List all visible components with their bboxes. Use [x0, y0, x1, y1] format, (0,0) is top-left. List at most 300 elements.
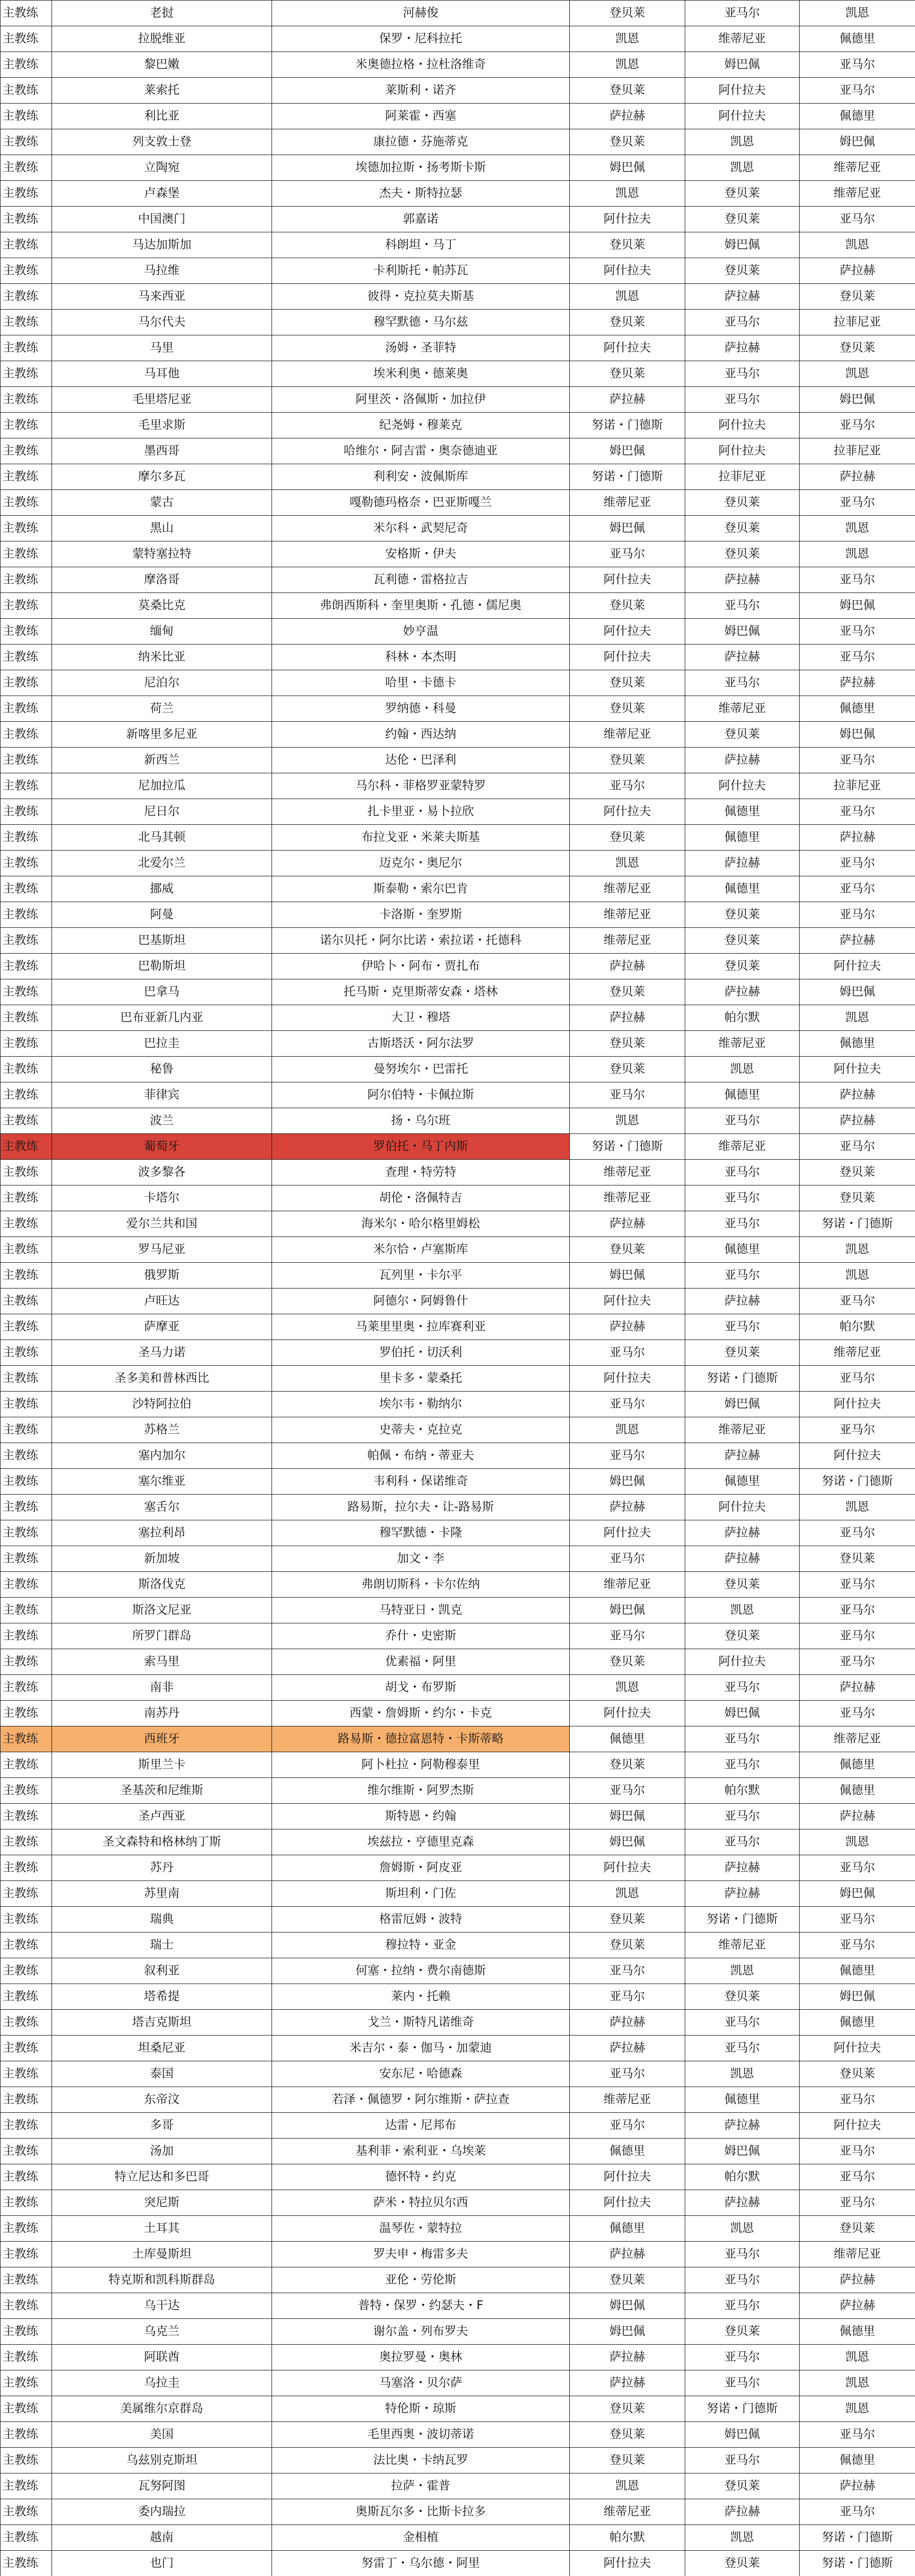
second-choice-cell: 凯恩 — [685, 1598, 800, 1623]
first-choice-cell: 凯恩 — [570, 1675, 685, 1701]
second-choice-cell: 亚马尔 — [685, 1726, 800, 1752]
second-choice-cell: 萨拉赫 — [685, 2499, 800, 2525]
second-choice-cell: 帕尔默 — [685, 2164, 800, 2190]
coach-cell: 维尔维斯・阿罗杰斯 — [272, 1778, 570, 1804]
first-choice-cell: 萨拉赫 — [570, 2010, 685, 2036]
country-cell: 墨西哥 — [52, 438, 272, 464]
role-cell: 主教练 — [1, 516, 52, 541]
table-row — [1, 722, 915, 748]
country-cell: 巴基斯坦 — [52, 928, 272, 954]
coach-cell: 汤姆・圣菲特 — [272, 335, 570, 361]
second-choice-cell: 登贝莱 — [685, 2551, 800, 2576]
country-cell: 蒙古 — [52, 490, 272, 516]
second-choice-cell: 帕尔默 — [685, 1005, 800, 1031]
country-cell: 俄罗斯 — [52, 1263, 272, 1289]
coach-cell: 奥斯瓦尔多・比斯卡拉多 — [272, 2499, 570, 2525]
first-choice-cell: 维蒂尼亚 — [570, 876, 685, 902]
second-choice-cell: 登贝莱 — [685, 1623, 800, 1649]
role-cell: 主教练 — [1, 1984, 52, 2010]
table-row — [1, 258, 915, 284]
third-choice-cell: 阿什拉夫 — [800, 1057, 915, 1082]
third-choice-cell: 登贝莱 — [800, 335, 915, 361]
first-choice-cell: 亚马尔 — [570, 1443, 685, 1469]
role-cell: 主教练 — [1, 1649, 52, 1675]
role-cell: 主教练 — [1, 722, 52, 748]
role-cell: 主教练 — [1, 1726, 52, 1752]
table-row — [1, 1185, 915, 1211]
country-cell: 沙特阿拉伯 — [52, 1392, 272, 1417]
country-cell: 苏丹 — [52, 1855, 272, 1881]
coach-cell: 科朗坦・马丁 — [272, 232, 570, 258]
table-row — [1, 1392, 915, 1417]
first-choice-cell: 维蒂尼亚 — [570, 1160, 685, 1185]
first-choice-cell: 凯恩 — [570, 52, 685, 78]
coach-cell: 阿尔伯特・卡佩拉斯 — [272, 1082, 570, 1108]
country-cell: 马耳他 — [52, 361, 272, 387]
first-choice-cell: 登贝莱 — [570, 1057, 685, 1082]
coach-cell: 郭嘉诺 — [272, 207, 570, 232]
third-choice-cell: 萨拉赫 — [800, 464, 915, 490]
role-cell: 主教练 — [1, 1907, 52, 1933]
coach-cell: 詹姆斯・阿皮亚 — [272, 1855, 570, 1881]
first-choice-cell: 维蒂尼亚 — [570, 928, 685, 954]
table-row — [1, 2267, 915, 2293]
country-cell: 波多黎各 — [52, 1160, 272, 1185]
coach-cell: 瓦列里・卡尔平 — [272, 1263, 570, 1289]
coach-cell: 约翰・西达纳 — [272, 722, 570, 748]
third-choice-cell: 拉菲尼亚 — [800, 438, 915, 464]
third-choice-cell: 萨拉赫 — [800, 2267, 915, 2293]
country-cell: 巴拿马 — [52, 979, 272, 1005]
country-cell: 叙利亚 — [52, 1958, 272, 1984]
third-choice-cell: 萨拉赫 — [800, 825, 915, 851]
country-cell: 美属维尔京群岛 — [52, 2396, 272, 2422]
country-cell: 西班牙 — [52, 1726, 272, 1752]
third-choice-cell: 亚马尔 — [800, 1366, 915, 1392]
country-cell: 特克斯和凯科斯群岛 — [52, 2267, 272, 2293]
coach-cell: 加文・李 — [272, 1546, 570, 1572]
table-row — [1, 1726, 915, 1752]
country-cell: 也门 — [52, 2551, 272, 2576]
country-cell: 汤加 — [52, 2139, 272, 2164]
second-choice-cell: 亚马尔 — [685, 2036, 800, 2061]
first-choice-cell: 登贝莱 — [570, 2448, 685, 2473]
third-choice-cell: 凯恩 — [800, 1, 915, 26]
table-row — [1, 2061, 915, 2087]
coach-cell: 罗夫申・梅雷多夫 — [272, 2242, 570, 2267]
coach-cell: 胡伦・洛佩特吉 — [272, 1185, 570, 1211]
role-cell: 主教练 — [1, 1417, 52, 1443]
country-cell: 马来西亚 — [52, 284, 272, 310]
coach-cell: 弗朗西斯科・奎里奥斯・孔德・儒尼奥 — [272, 593, 570, 619]
role-cell: 主教练 — [1, 1572, 52, 1598]
third-choice-cell: 登贝莱 — [800, 1546, 915, 1572]
coach-cell: 托马斯・克里斯蒂安森・塔林 — [272, 979, 570, 1005]
second-choice-cell: 维蒂尼亚 — [685, 1134, 800, 1160]
second-choice-cell: 维蒂尼亚 — [685, 1031, 800, 1057]
role-cell: 主教练 — [1, 799, 52, 825]
first-choice-cell: 登贝莱 — [570, 1031, 685, 1057]
second-choice-cell: 佩德里 — [685, 876, 800, 902]
third-choice-cell: 亚马尔 — [800, 1572, 915, 1598]
country-cell: 圣文森特和格林纳丁斯 — [52, 1829, 272, 1855]
second-choice-cell: 姆巴佩 — [685, 2422, 800, 2448]
second-choice-cell: 姆巴佩 — [685, 1701, 800, 1726]
coach-cell: 埃尔韦・勒纳尔 — [272, 1392, 570, 1417]
first-choice-cell: 佩德里 — [570, 2216, 685, 2242]
coach-cell: 穆拉特・亚金 — [272, 1933, 570, 1958]
first-choice-cell: 阿什拉夫 — [570, 335, 685, 361]
third-choice-cell: 亚马尔 — [800, 1623, 915, 1649]
role-cell: 主教练 — [1, 78, 52, 104]
country-cell: 土库曼斯坦 — [52, 2242, 272, 2267]
country-cell: 葡萄牙 — [52, 1134, 272, 1160]
role-cell: 主教练 — [1, 748, 52, 773]
first-choice-cell: 维蒂尼亚 — [570, 2499, 685, 2525]
second-choice-cell: 萨拉赫 — [685, 2113, 800, 2139]
role-cell: 主教练 — [1, 1263, 52, 1289]
second-choice-cell: 登贝莱 — [685, 541, 800, 567]
first-choice-cell: 亚马尔 — [570, 2061, 685, 2087]
first-choice-cell: 姆巴佩 — [570, 155, 685, 181]
role-cell: 主教练 — [1, 1752, 52, 1778]
coach-cell: 马尔科・菲格罗亚蒙特罗 — [272, 773, 570, 799]
first-choice-cell: 帕尔默 — [570, 2525, 685, 2551]
coach-cell: 斯泰勒・索尔巴肯 — [272, 876, 570, 902]
third-choice-cell: 亚马尔 — [800, 799, 915, 825]
second-choice-cell: 亚马尔 — [685, 1185, 800, 1211]
role-cell: 主教练 — [1, 1366, 52, 1392]
coach-cell: 卡利斯托・帕苏瓦 — [272, 258, 570, 284]
coach-cell: 法比奥・卡纳瓦罗 — [272, 2448, 570, 2473]
role-cell: 主教练 — [1, 928, 52, 954]
third-choice-cell: 亚马尔 — [800, 2139, 915, 2164]
role-cell: 主教练 — [1, 1933, 52, 1958]
coach-cell: 努雷丁・乌尔德・阿里 — [272, 2551, 570, 2576]
country-cell: 圣马力诺 — [52, 1340, 272, 1366]
first-choice-cell: 姆巴佩 — [570, 1804, 685, 1829]
role-cell: 主教练 — [1, 1082, 52, 1108]
third-choice-cell: 萨拉赫 — [800, 2473, 915, 2499]
table-row — [1, 2499, 915, 2525]
coach-cell: 马特亚日・凯克 — [272, 1598, 570, 1623]
table-row — [1, 104, 915, 129]
third-choice-cell: 萨拉赫 — [800, 670, 915, 696]
table-row — [1, 1082, 915, 1108]
second-choice-cell: 阿什拉夫 — [685, 438, 800, 464]
third-choice-cell: 亚马尔 — [800, 1933, 915, 1958]
role-cell: 主教练 — [1, 1160, 52, 1185]
first-choice-cell: 萨拉赫 — [570, 1211, 685, 1237]
second-choice-cell: 阿什拉夫 — [685, 1495, 800, 1520]
coach-cell: 布拉戈亚・米莱夫斯基 — [272, 825, 570, 851]
second-choice-cell: 登贝莱 — [685, 1572, 800, 1598]
second-choice-cell: 亚马尔 — [685, 1211, 800, 1237]
country-cell: 毛里塔尼亚 — [52, 387, 272, 413]
coach-cell: 莱内・托赖 — [272, 1984, 570, 2010]
second-choice-cell: 亚马尔 — [685, 1829, 800, 1855]
table-row — [1, 1984, 915, 2010]
country-cell: 黎巴嫩 — [52, 52, 272, 78]
third-choice-cell: 亚马尔 — [800, 2499, 915, 2525]
first-choice-cell: 萨拉赫 — [570, 1495, 685, 1520]
third-choice-cell: 姆巴佩 — [800, 1984, 915, 2010]
first-choice-cell: 凯恩 — [570, 284, 685, 310]
second-choice-cell: 佩德里 — [685, 1469, 800, 1495]
country-cell: 塞拉利昂 — [52, 1520, 272, 1546]
first-choice-cell: 维蒂尼亚 — [570, 490, 685, 516]
table-row — [1, 1031, 915, 1057]
second-choice-cell: 凯恩 — [685, 2525, 800, 2551]
third-choice-cell: 阿什拉夫 — [800, 2113, 915, 2139]
country-cell: 苏里南 — [52, 1881, 272, 1907]
role-cell: 主教练 — [1, 26, 52, 52]
second-choice-cell: 萨拉赫 — [685, 645, 800, 670]
first-choice-cell: 登贝莱 — [570, 2267, 685, 2293]
table-row — [1, 954, 915, 979]
first-choice-cell: 亚马尔 — [570, 1392, 685, 1417]
coach-cell: 达雷・尼邦布 — [272, 2113, 570, 2139]
role-cell: 主教练 — [1, 2448, 52, 2473]
third-choice-cell: 亚马尔 — [800, 413, 915, 438]
third-choice-cell: 佩德里 — [800, 2448, 915, 2473]
first-choice-cell: 阿什拉夫 — [570, 1701, 685, 1726]
table-row — [1, 2139, 915, 2164]
table-row — [1, 2551, 915, 2576]
table-row — [1, 593, 915, 619]
table-row — [1, 1443, 915, 1469]
third-choice-cell: 凯恩 — [800, 1005, 915, 1031]
table-row — [1, 2293, 915, 2319]
coach-cell: 毛里西奥・波切蒂诺 — [272, 2422, 570, 2448]
country-cell: 荷兰 — [52, 696, 272, 722]
first-choice-cell: 登贝莱 — [570, 670, 685, 696]
table-row — [1, 1520, 915, 1546]
role-cell: 主教练 — [1, 1829, 52, 1855]
first-choice-cell: 姆巴佩 — [570, 438, 685, 464]
third-choice-cell: 佩德里 — [800, 1778, 915, 1804]
first-choice-cell: 亚马尔 — [570, 1984, 685, 2010]
role-cell: 主教练 — [1, 2267, 52, 2293]
coach-cell: 普特・保罗・约瑟夫・F — [272, 2293, 570, 2319]
second-choice-cell: 拉菲尼亚 — [685, 464, 800, 490]
second-choice-cell: 亚马尔 — [685, 361, 800, 387]
coach-cell: 阿莱霍・西塞 — [272, 104, 570, 129]
table-row — [1, 1417, 915, 1443]
table-row — [1, 2216, 915, 2242]
coach-cell: 杰夫・斯特拉瑟 — [272, 181, 570, 207]
third-choice-cell: 帕尔默 — [800, 1314, 915, 1340]
first-choice-cell: 亚马尔 — [570, 1778, 685, 1804]
table-row — [1, 361, 915, 387]
table-row — [1, 1675, 915, 1701]
table-row — [1, 979, 915, 1005]
table-row — [1, 1598, 915, 1623]
third-choice-cell: 凯恩 — [800, 232, 915, 258]
second-choice-cell: 亚马尔 — [685, 310, 800, 335]
first-choice-cell: 萨拉赫 — [570, 1005, 685, 1031]
first-choice-cell: 阿什拉夫 — [570, 645, 685, 670]
second-choice-cell: 凯恩 — [685, 155, 800, 181]
third-choice-cell: 凯恩 — [800, 1495, 915, 1520]
coach-cell: 谢尔盖・列布罗夫 — [272, 2319, 570, 2345]
coach-cell: 查理・特劳特 — [272, 1160, 570, 1185]
third-choice-cell: 萨拉赫 — [800, 2293, 915, 2319]
country-cell: 尼加拉瓜 — [52, 773, 272, 799]
table-row — [1, 78, 915, 104]
second-choice-cell: 登贝莱 — [685, 181, 800, 207]
third-choice-cell: 姆巴佩 — [800, 1881, 915, 1907]
first-choice-cell: 姆巴佩 — [570, 2319, 685, 2345]
third-choice-cell: 佩德里 — [800, 1958, 915, 1984]
role-cell: 主教练 — [1, 902, 52, 928]
coach-cell: 河赫俊 — [272, 1, 570, 26]
first-choice-cell: 登贝莱 — [570, 78, 685, 104]
coach-cell: 妙亨温 — [272, 619, 570, 645]
coach-cell: 马塞洛・贝尔萨 — [272, 2370, 570, 2396]
country-cell: 罗马尼亚 — [52, 1237, 272, 1263]
first-choice-cell: 凯恩 — [570, 1108, 685, 1134]
second-choice-cell: 萨拉赫 — [685, 1881, 800, 1907]
table-row — [1, 1907, 915, 1933]
second-choice-cell: 亚马尔 — [685, 1263, 800, 1289]
second-choice-cell: 凯恩 — [685, 1958, 800, 1984]
table-row — [1, 490, 915, 516]
role-cell: 主教练 — [1, 1185, 52, 1211]
third-choice-cell: 努诺・门德斯 — [800, 1211, 915, 1237]
third-choice-cell: 亚马尔 — [800, 876, 915, 902]
first-choice-cell: 姆巴佩 — [570, 516, 685, 541]
first-choice-cell: 维蒂尼亚 — [570, 1572, 685, 1598]
coach-cell: 里卡多・蒙桑托 — [272, 1366, 570, 1392]
second-choice-cell: 萨拉赫 — [685, 335, 800, 361]
table-row — [1, 2345, 915, 2370]
first-choice-cell: 阿什拉夫 — [570, 2190, 685, 2216]
country-cell: 尼泊尔 — [52, 670, 272, 696]
first-choice-cell: 阿什拉夫 — [570, 619, 685, 645]
table-row — [1, 541, 915, 567]
coach-cell: 基利菲・索利亚・乌埃莱 — [272, 2139, 570, 2164]
second-choice-cell: 登贝莱 — [685, 954, 800, 979]
country-cell: 坦桑尼亚 — [52, 2036, 272, 2061]
first-choice-cell: 努诺・门德斯 — [570, 464, 685, 490]
second-choice-cell: 阿什拉夫 — [685, 104, 800, 129]
country-cell: 塔吉克斯坦 — [52, 2010, 272, 2036]
third-choice-cell: 亚马尔 — [800, 1855, 915, 1881]
table-row — [1, 155, 915, 181]
first-choice-cell: 凯恩 — [570, 1881, 685, 1907]
second-choice-cell: 亚马尔 — [685, 1752, 800, 1778]
second-choice-cell: 阿什拉夫 — [685, 773, 800, 799]
country-cell: 新加坡 — [52, 1546, 272, 1572]
coach-cell: 拉萨・霍普 — [272, 2473, 570, 2499]
country-cell: 马尔代夫 — [52, 310, 272, 335]
role-cell: 主教练 — [1, 696, 52, 722]
country-cell: 塞尔维亚 — [52, 1469, 272, 1495]
first-choice-cell: 维蒂尼亚 — [570, 2087, 685, 2113]
table-row — [1, 619, 915, 645]
third-choice-cell: 佩德里 — [800, 1752, 915, 1778]
role-cell: 主教练 — [1, 2422, 52, 2448]
first-choice-cell: 萨拉赫 — [570, 1314, 685, 1340]
table-row — [1, 413, 915, 438]
coach-cell: 罗伯托・马丁内斯 — [272, 1134, 570, 1160]
second-choice-cell: 佩德里 — [685, 1082, 800, 1108]
role-cell: 主教练 — [1, 284, 52, 310]
third-choice-cell: 凯恩 — [800, 1263, 915, 1289]
role-cell: 主教练 — [1, 1520, 52, 1546]
third-choice-cell: 维蒂尼亚 — [800, 1726, 915, 1752]
first-choice-cell: 登贝莱 — [570, 232, 685, 258]
second-choice-cell: 亚马尔 — [685, 2370, 800, 2396]
coach-cell: 米奥德拉格・拉杜洛维奇 — [272, 52, 570, 78]
country-cell: 特立尼达和多巴哥 — [52, 2164, 272, 2190]
table-row — [1, 2473, 915, 2499]
country-cell: 波兰 — [52, 1108, 272, 1134]
first-choice-cell: 阿什拉夫 — [570, 1520, 685, 1546]
country-cell: 阿曼 — [52, 902, 272, 928]
table-row — [1, 2448, 915, 2473]
country-cell: 所罗门群岛 — [52, 1623, 272, 1649]
coach-cell: 何塞・拉纳・费尔南德斯 — [272, 1958, 570, 1984]
second-choice-cell: 登贝莱 — [685, 1340, 800, 1366]
third-choice-cell: 阿什拉夫 — [800, 1392, 915, 1417]
coach-cell: 萨米・特拉贝尔西 — [272, 2190, 570, 2216]
role-cell: 主教练 — [1, 2396, 52, 2422]
third-choice-cell: 亚马尔 — [800, 1417, 915, 1443]
coach-cell: 瓦利德・雷格拉吉 — [272, 567, 570, 593]
table-row — [1, 2370, 915, 2396]
country-cell: 南非 — [52, 1675, 272, 1701]
coach-cell: 穆罕默德・卡隆 — [272, 1520, 570, 1546]
table-row — [1, 207, 915, 232]
country-cell: 委内瑞拉 — [52, 2499, 272, 2525]
coach-cell: 科林・本杰明 — [272, 645, 570, 670]
coach-cell: 嘎勒德玛格奈・巴亚斯嘎兰 — [272, 490, 570, 516]
coach-cell: 韦利科・保诺维奇 — [272, 1469, 570, 1495]
role-cell: 主教练 — [1, 104, 52, 129]
first-choice-cell: 阿什拉夫 — [570, 1289, 685, 1314]
table-row — [1, 567, 915, 593]
role-cell: 主教练 — [1, 1881, 52, 1907]
coach-cell: 胡戈・布罗斯 — [272, 1675, 570, 1701]
second-choice-cell: 阿什拉夫 — [685, 1649, 800, 1675]
third-choice-cell: 姆巴佩 — [800, 387, 915, 413]
third-choice-cell: 萨拉赫 — [800, 1108, 915, 1134]
third-choice-cell: 姆巴佩 — [800, 722, 915, 748]
first-choice-cell: 萨拉赫 — [570, 2036, 685, 2061]
table-row — [1, 387, 915, 413]
role-cell: 主教练 — [1, 979, 52, 1005]
second-choice-cell: 亚马尔 — [685, 2448, 800, 2473]
second-choice-cell: 维蒂尼亚 — [685, 26, 800, 52]
coach-cell: 阿德尔・阿姆鲁什 — [272, 1289, 570, 1314]
first-choice-cell: 亚马尔 — [570, 1546, 685, 1572]
coach-cell: 利利安・波佩斯库 — [272, 464, 570, 490]
coach-cell: 卡洛斯・奎罗斯 — [272, 902, 570, 928]
role-cell: 主教练 — [1, 619, 52, 645]
role-cell: 主教练 — [1, 1005, 52, 1031]
second-choice-cell: 佩德里 — [685, 1237, 800, 1263]
role-cell: 主教练 — [1, 490, 52, 516]
coach-cell: 若泽・佩德罗・阿尔维斯・萨拉查 — [272, 2087, 570, 2113]
second-choice-cell: 登贝莱 — [685, 258, 800, 284]
coach-cell: 弗朗切斯科・卡尔佐纳 — [272, 1572, 570, 1598]
role-cell: 主教练 — [1, 593, 52, 619]
coach-cell: 穆罕默德・马尔兹 — [272, 310, 570, 335]
country-cell: 挪威 — [52, 876, 272, 902]
table-row — [1, 1108, 915, 1134]
